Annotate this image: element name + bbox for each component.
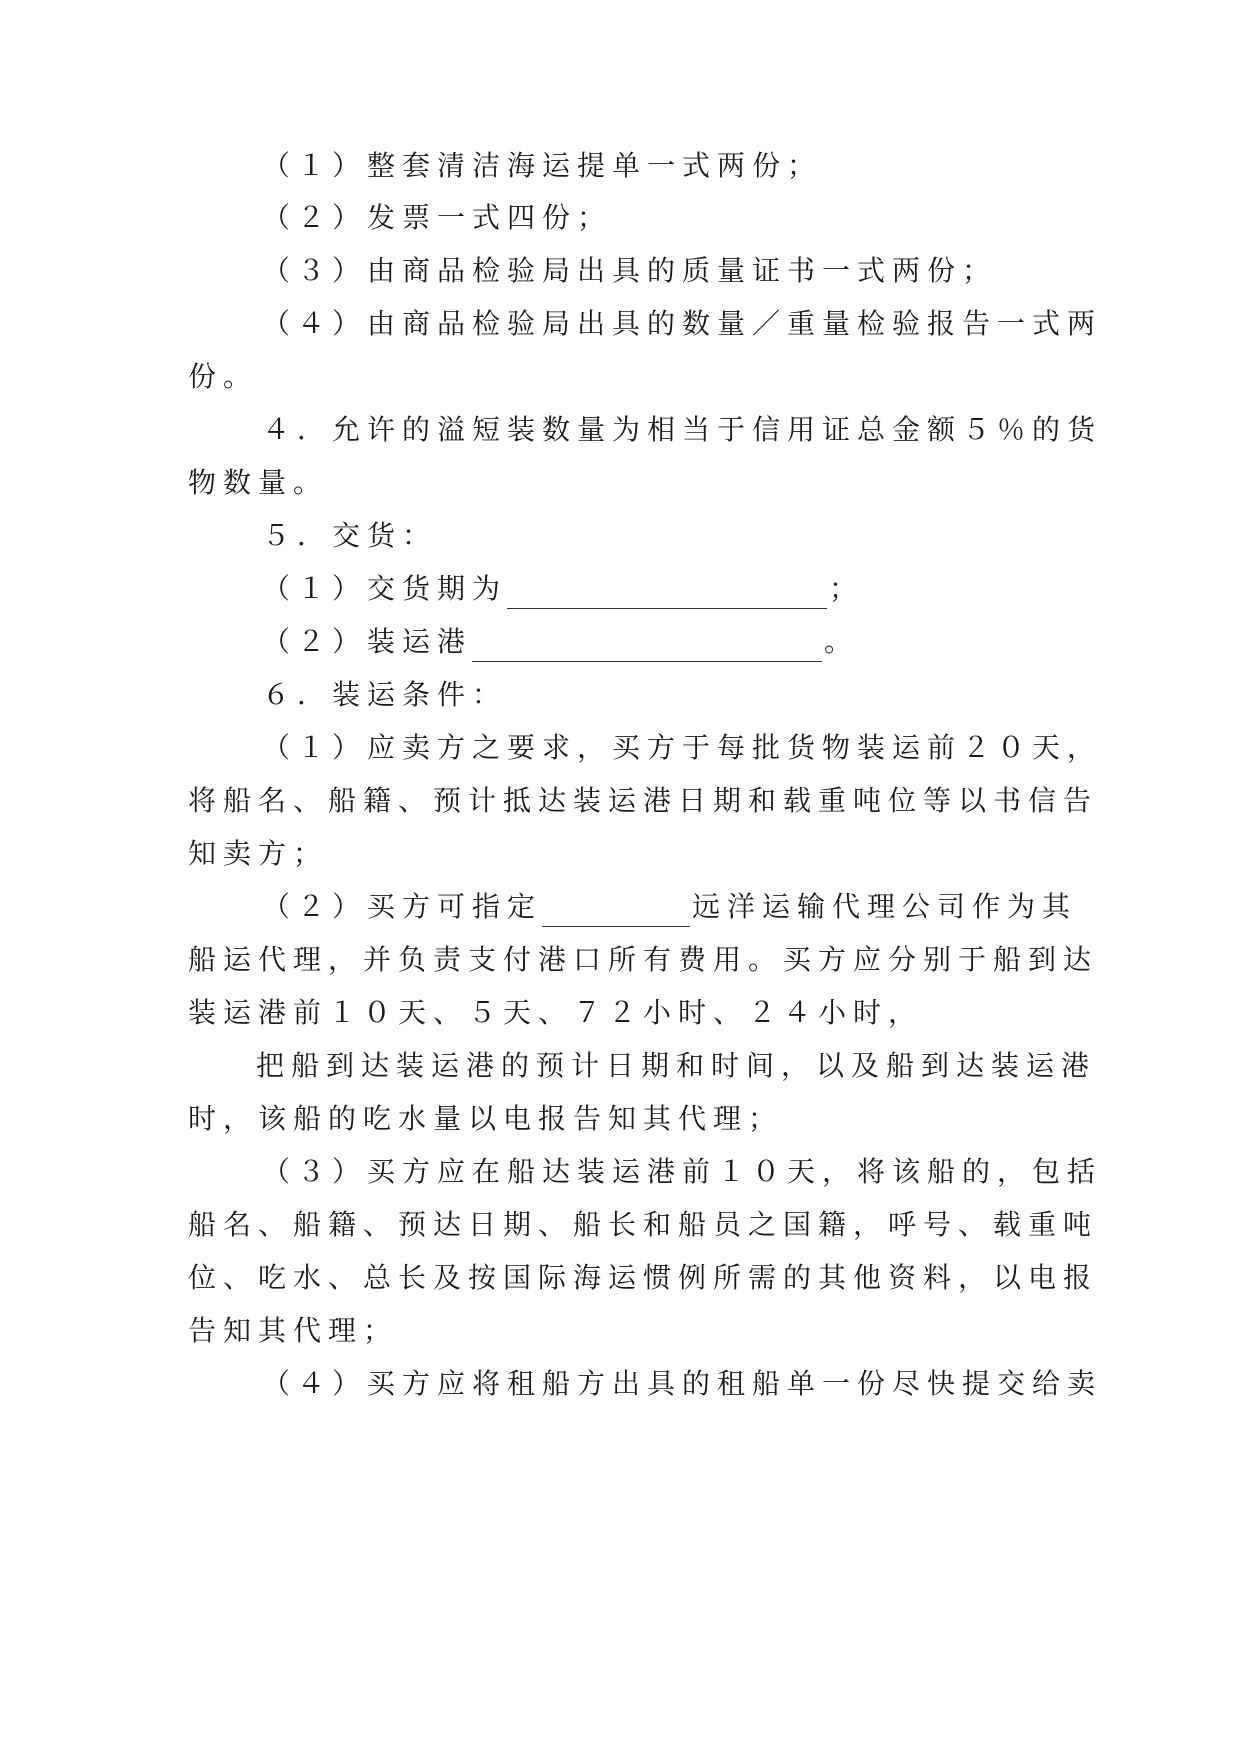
text-span: 。 [824, 625, 860, 658]
text-line: 物数量。 [188, 466, 329, 499]
fill-in-blank [472, 631, 822, 662]
text-line [262, 569, 1152, 609]
text-line: ４．允许的溢短装数量为相当于信用证总金额５％的货 [262, 413, 1103, 446]
text-line: 告知其代理； [188, 1314, 399, 1347]
text-span: 远洋运输代理公司作为其 [692, 890, 1078, 923]
text-span: （１）交货期为 [262, 572, 508, 605]
text-line [262, 887, 1152, 927]
text-line: ５．交货： [262, 519, 438, 552]
text-line [262, 622, 1152, 662]
text-line: 将船名、船籍、预计抵达装运港日期和载重吨位等以书信告 [188, 784, 1099, 817]
text-line: （３）由商品检验局出具的质量证书一式两份； [262, 254, 998, 287]
text-line: （１）应卖方之要求，买方于每批货物装运前２０天， [262, 731, 1103, 764]
text-line: （３）买方应在船达装运港前１０天，将该船的，包括 [262, 1155, 1103, 1188]
text-span: ； [829, 572, 865, 605]
text-line: 把船到达装运港的预计日期和时间，以及船到达装运港 [256, 1049, 1097, 1082]
text-span: （２）装运港 [262, 625, 473, 658]
text-span: （２）买方可指定 [262, 890, 543, 923]
text-line: （４）由商品检验局出具的数量／重量检验报告一式两 [262, 307, 1103, 340]
fill-in-blank [542, 896, 690, 927]
text-line: 船名、船籍、预达日期、船长和船员之国籍，呼号、载重吨 [188, 1208, 1099, 1241]
text-line: （２）发票一式四份； [262, 201, 613, 234]
text-line: （１）整套清洁海运提单一式两份； [262, 149, 823, 182]
text-line: 份。 [188, 360, 259, 393]
text-line: 位、吃水、总长及按国际海运惯例所需的其他资料，以电报 [188, 1261, 1099, 1294]
text-line: （４）买方应将租船方出具的租船单一份尽快提交给卖 [262, 1367, 1103, 1400]
text-line: 船运代理，并负责支付港口所有费用。买方应分别于船到达 [188, 943, 1099, 976]
text-line: 知卖方； [188, 837, 329, 870]
text-line: ６．装运条件： [262, 678, 508, 711]
fill-in-blank [507, 578, 827, 609]
text-line: 装运港前１０天、５天、７２小时、２４小时， [188, 996, 924, 1029]
text-line: 时，该船的吃水量以电报告知其代理； [188, 1102, 784, 1135]
